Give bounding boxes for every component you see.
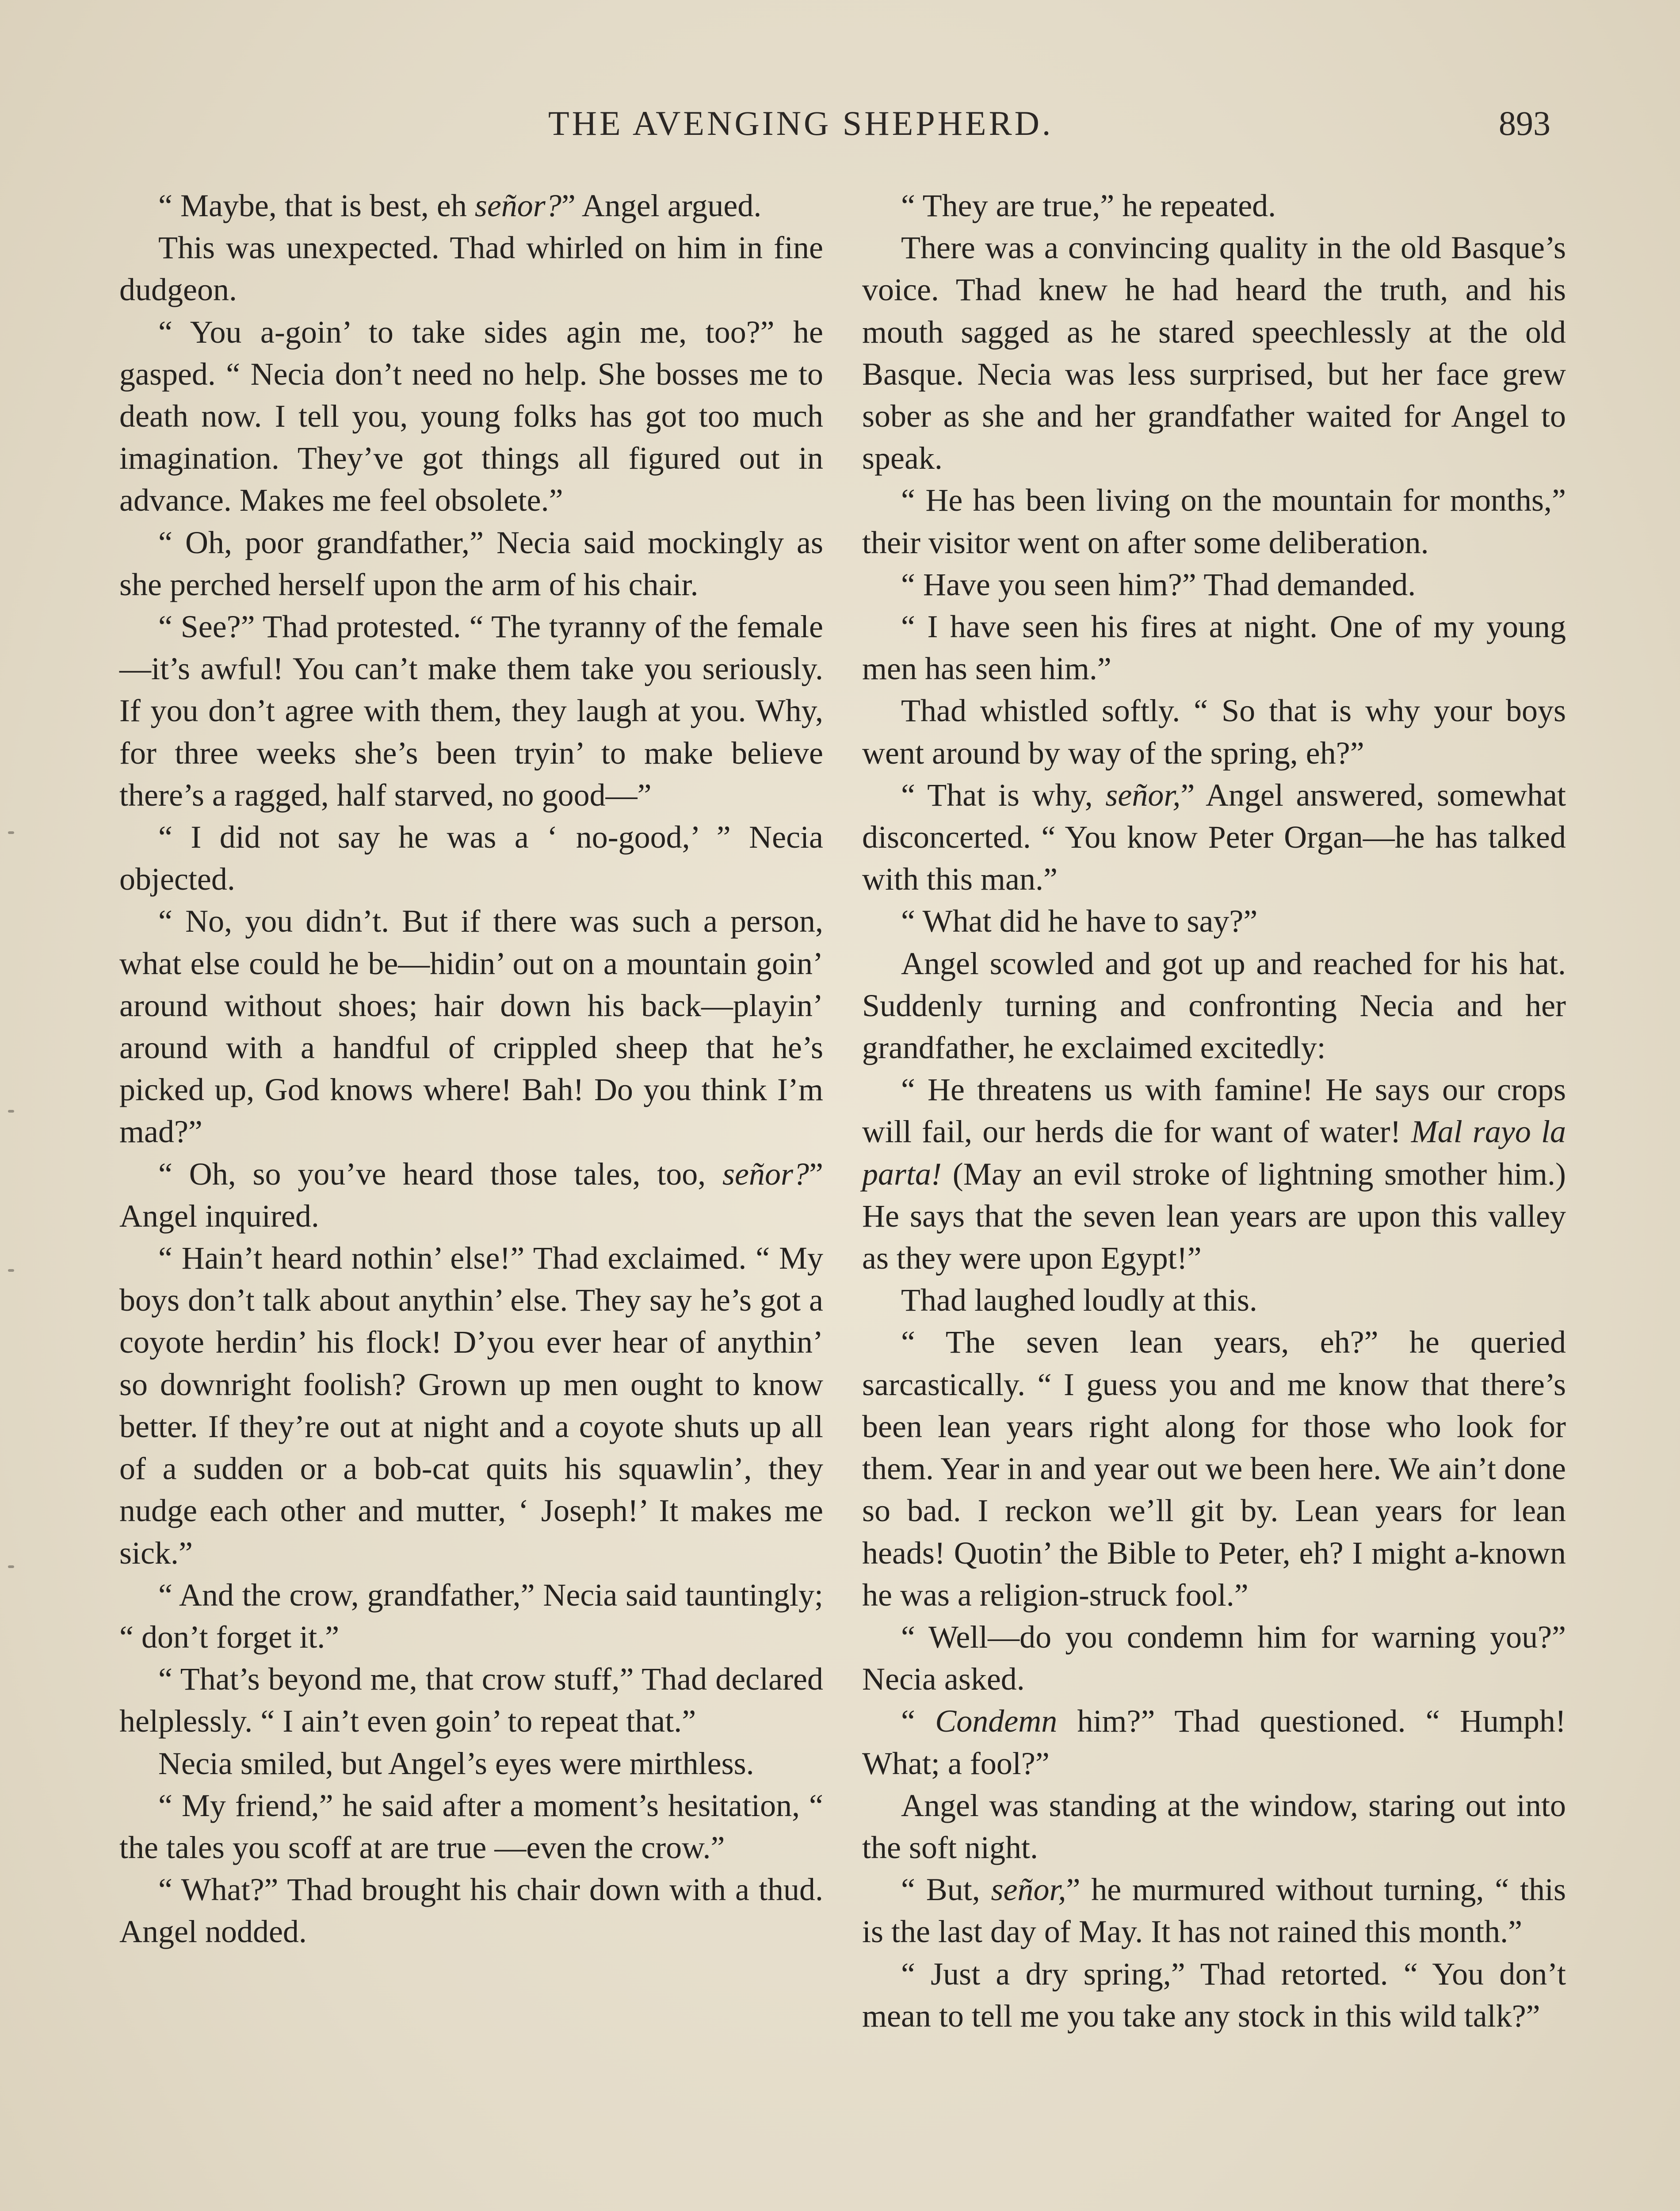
paragraph: “ He has been living on the mountain for months,” their visitor went on after some deliberation. <box>862 482 1566 560</box>
running-title: THE AVENGING SHEPHERD. <box>548 104 1054 142</box>
page-number: 893 <box>1499 104 1550 142</box>
paragraph: “ I did not say he was a ‘ no-good,’ ” Necia objected. <box>119 819 823 897</box>
paragraph: “ The seven lean years, eh?” he queried sarcastically. “ I guess you and me know that there’s been lean years right along for those who look for them. Year in and year out we been here. We ain’t done so bad. I reckon we’ll git by. Lean years for lean heads! Quotin’ the Bible to Peter, eh? I might a-known he was a religion-struck fool.” <box>862 1324 1566 1613</box>
margin-speck <box>8 1269 14 1272</box>
paragraph: Thad whistled softly. “ So that is why your boys went around by way of the spring, eh?” <box>862 693 1566 771</box>
paragraph: “ Maybe, that is best, eh señor?” Angel argued. <box>158 188 762 223</box>
margin-speck <box>8 1565 14 1568</box>
paragraph: Necia smiled, but Angel’s eyes were mirthless. <box>158 1745 754 1781</box>
paragraph: “ What?” Thad brought his chair down with a thud. Angel nodded. <box>119 1872 823 1950</box>
paragraph: “ And the crow, grandfather,” Necia said tauntingly; “ don’t forget it.” <box>119 1577 823 1655</box>
paragraph: “ Condemn him?” Thad questioned. “ Humph! What; a fool?” <box>862 1703 1566 1781</box>
paragraph: “ No, you didn’t. But if there was such a person, what else could he be—hidin’ out on a mountain goin’ around without shoes; hair down his back—playin’ around with a handful of crippled sheep that he’s picked up, God knows where! Bah! Do you think I’m mad?” <box>119 903 823 1150</box>
paragraph: “ That is why, señor,” Angel answered, somewhat disconcerted. “ You know Peter Organ—he has talked with this man.” <box>862 777 1566 897</box>
paragraph: “ See?” Thad protested. “ The tyranny of the female—it’s awful! You can’t make them take you seriously. If you don’t agree with them, they laugh at you. Why, for three weeks she’s been tryin’ to make believe there’s a ragged, half starved, no good—” <box>119 609 823 813</box>
paragraph: Thad laughed loudly at this. <box>901 1282 1257 1318</box>
paragraph: Angel scowled and got up and reached for his hat. Suddenly turning and confronting Necia and her grandfather, he exclaimed excitedly: <box>862 945 1566 1066</box>
paragraph: This was unexpected. Thad whirled on him in fine dudgeon. <box>119 230 823 308</box>
paragraph: “ But, señor,” he murmured without turning, “ this is the last day of May. It has not rained this month.” <box>862 1872 1566 1950</box>
paragraph: “ Oh, so you’ve heard those tales, too, señor?” Angel inquired. <box>119 1156 823 1234</box>
paragraph: “ Have you seen him?” Thad demanded. <box>901 566 1416 602</box>
margin-speck <box>8 1110 14 1113</box>
paragraph: “ Oh, poor grandfather,” Necia said mockingly as she perched herself upon the arm of his chair. <box>119 524 823 602</box>
left-text-column <box>119 185 823 1953</box>
margin-speck <box>8 831 14 834</box>
paragraph: “ Hain’t heard nothin’ else!” Thad exclaimed. “ My boys don’t talk about anythin’ else. They say he’s got a coyote herdin’ his flock! D’you ever hear of anythin’ so downright foolish? Grown up men ought to know better. If they’re out at night and a coyote shuts up all of a sudden or a bob-cat quits his squawlin’, they nudge each other and mutter, ‘ Joseph!’ It makes me sick.” <box>119 1240 823 1571</box>
paragraph: “ Well—do you condemn him for warning you?” Necia asked. <box>862 1619 1566 1697</box>
paragraph: “ You a-goin’ to take sides agin me, too?” he gasped. “ Necia don’t need no help. She bosses me to death now. I tell you, young folks has got too much imagination. They’ve got things all figured out in advance. Makes me feel obsolete.” <box>119 314 823 518</box>
paragraph: There was a convincing quality in the old Basque’s voice. Thad knew he had heard the truth, and his mouth sagged as he stared speechlessly at the old Basque. Necia was less surprised, but her face grew sober as she and her grandfather waited for Angel to speak. <box>862 230 1566 476</box>
right-text-column <box>862 185 1566 2037</box>
paragraph: “ My friend,” he said after a moment’s hesitation, “ the tales you scoff at are true —even the crow.” <box>119 1787 823 1865</box>
paragraph: “ I have seen his fires at night. One of my young men has seen him.” <box>862 609 1566 687</box>
paragraph: “ Just a dry spring,” Thad retorted. “ You don’t mean to tell me you take any stock in this wild talk?” <box>862 1956 1566 2034</box>
paragraph: “ That’s beyond me, that crow stuff,” Thad declared helplessly. “ I ain’t even goin’ to repeat that.” <box>119 1661 823 1739</box>
paragraph: “ He threatens us with famine! He says our crops will fail, our herds die for want of water! Mal rayo la parta! (May an evil stroke of lightning smother him.) He says that the seven lean years are upon this valley as they were upon Egypt!” <box>862 1072 1566 1276</box>
paragraph: “ They are true,” he repeated. <box>901 188 1276 223</box>
paragraph: “ What did he have to say?” <box>901 903 1258 939</box>
running-head <box>0 103 1680 152</box>
paragraph: Angel was standing at the window, staring out into the soft night. <box>862 1787 1566 1865</box>
